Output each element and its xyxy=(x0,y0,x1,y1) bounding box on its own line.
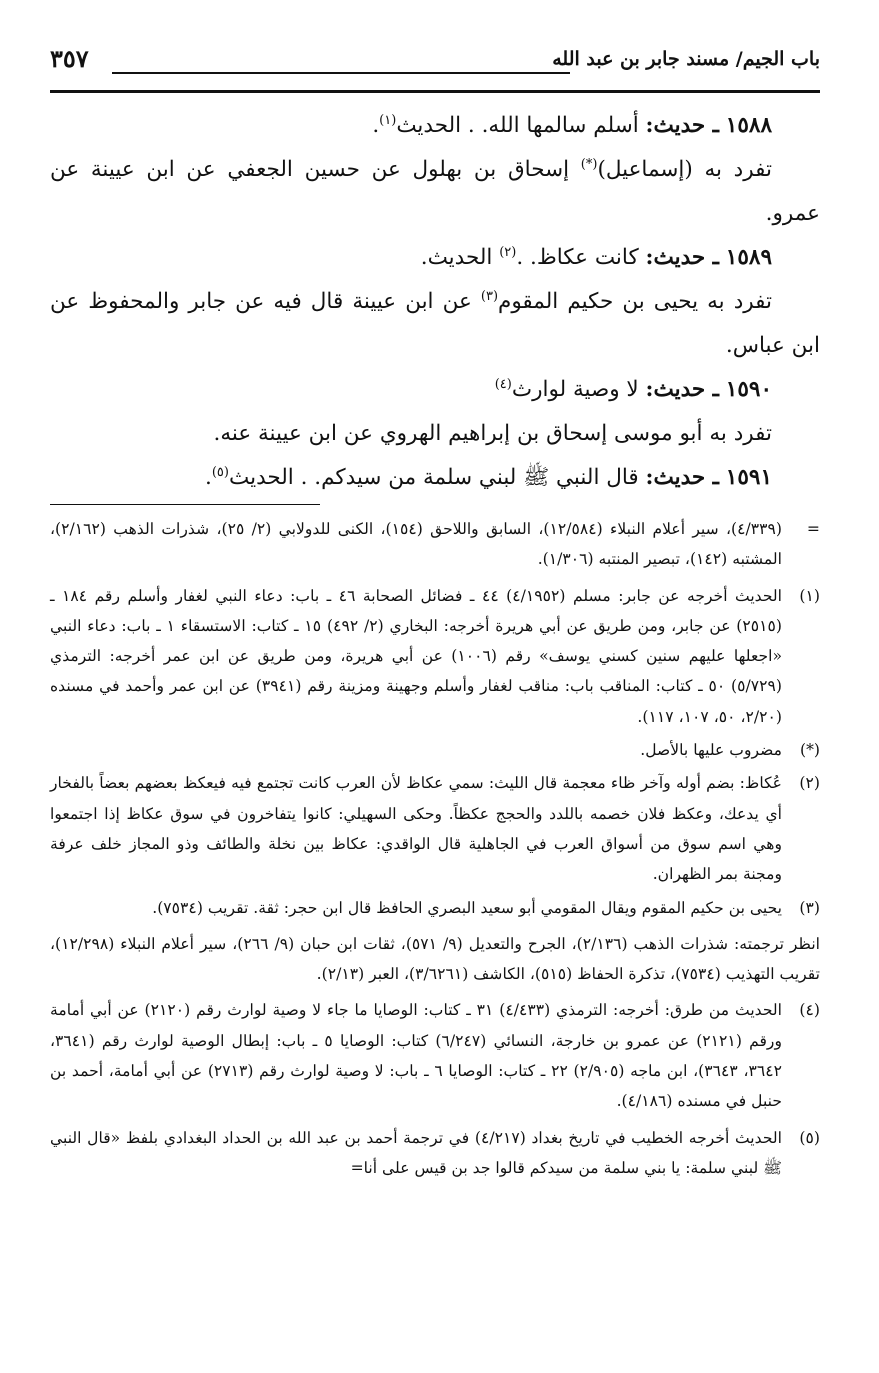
hadith-1590 xyxy=(50,368,820,412)
note-1590 xyxy=(50,412,820,456)
footnote-mark: (٣) xyxy=(799,898,820,917)
note-1588 xyxy=(50,148,820,236)
hadith-text: لا وصية لوارث xyxy=(511,377,639,402)
footnote-3-continued xyxy=(50,929,820,990)
footnote-text: مضروب عليها بالأصل. xyxy=(640,741,782,760)
hadith-keyword: ـ حديث: xyxy=(645,113,719,138)
footnote-ref: (٢) xyxy=(499,244,517,260)
page-number: ٣٥٧ xyxy=(50,44,89,73)
note-text: عن ابن عيينة قال فيه عن جابر والمحفوظ عن ابن عباس. xyxy=(50,289,820,358)
hadith-1588 xyxy=(50,104,820,148)
footnote-mark: (٤) xyxy=(799,1001,820,1020)
hadith-keyword: ـ حديث: xyxy=(645,465,719,490)
footnote-text: الحديث أخرجه الخطيب في تاريخ بغداد (٤/٢١٧) في ترجمة أحمد بن عبد الله بن الحداد البغدادي بلفظ «قال النبي ﷺ لبني سلمة: يا بني سلمة من سيدكم قالوا جد بن قيس على أنا= xyxy=(50,1128,782,1177)
hadith-number: ١٥٨٩ xyxy=(725,245,772,270)
footnote-ref: (*) xyxy=(580,156,598,172)
footnote-ref: (٤) xyxy=(494,376,512,392)
hadith-text: كانت عكاظ. . xyxy=(516,245,639,270)
footnote-5 xyxy=(50,1123,820,1184)
hadith-number: ١٥٩١ xyxy=(725,465,772,490)
hadith-1589 xyxy=(50,236,820,280)
footnote-ref: (٥) xyxy=(211,464,229,480)
hadith-end: الحديث. xyxy=(420,245,493,270)
hadith-end: . xyxy=(205,465,212,490)
footnotes xyxy=(50,514,820,1186)
note-text: تفرد به يحيى بن حكيم المقوم xyxy=(498,289,772,314)
footnote-mark: (*) xyxy=(800,741,820,760)
footnote-ref: (١) xyxy=(379,112,397,128)
footnote-2 xyxy=(50,768,820,889)
hadith-keyword: ـ حديث: xyxy=(645,377,719,402)
footnote-star xyxy=(50,735,820,765)
note-1589 xyxy=(50,280,820,368)
footnote-separator xyxy=(50,504,320,505)
main-text xyxy=(50,104,820,500)
footnote-text: (٤/٣٣٩)، سير أعلام النبلاء (١٢/٥٨٤)، السابق واللاحق (١٥٤)، الكنى للدولابي (٢/ ٢٥)، شذرات الذهب (٢/١٦٢)، المشتبه (١٤٢)، تبصير المنتبه (١/٣٠٦). xyxy=(50,520,782,569)
footnote-text: الحديث أخرجه عن جابر: مسلم (٤/١٩٥٢) ٤٤ ـ فضائل الصحابة ٤٦ ـ باب: دعاء النبي لغفار وأسلم رقم ١٨٤ ـ (٢٥١٥) عن جابر، ومن طريق عن أبي هريرة أخرجه: البخاري (٢/ ٤٩٢) ١٥ ـ كتاب: الاستسقاء ١ ـ باب: دعاء النبي «اجعلها عليهم سنين كسني يوسف» رقم (١٠٠٦) عن أبي هريرة، ومن طريق عن ابن عمر أخرجه: الترمذي (٥/٧٢٩) ٥٠ ـ كتاب: المناقب باب: مناقب لغفار وأسلم وجهينة ومزينة رقم (٣٩٤١) عن ابن عمر وأحمد في مسنده (٢/٢٠، ٥٠، ١٠٧، ١١٧). xyxy=(50,586,782,726)
footnote-mark: (٥) xyxy=(799,1128,820,1147)
footnote-4 xyxy=(50,995,820,1116)
footnote-mark: (١) xyxy=(799,586,820,605)
footnote-ref: (٣) xyxy=(480,288,499,304)
footnote-text: عُكاظ: بضم أوله وآخر ظاء معجمة قال الليث: سمي عكاظ لأن العرب كانت تجتمع فيه فيعكظ بعضهم بعضاً بالفخار أي يدعك، وعكظ فلان خصمه باللدد والحجج عكظاً. وحكى السهيلي: كانوا يتفاخرون في سوق عكاظ إذا اجتمعوا وهي اسم سوق من أسواق العرب في الجاهلية قال الواقدي: عكاظ بين نخلة والطائف وذو المجاز خلف عرفة ومجنة بمر الظهران. xyxy=(50,774,782,884)
footnote-continuation xyxy=(50,514,820,575)
running-header xyxy=(50,38,820,88)
note-text: تفرد به (إسماعيل) xyxy=(597,157,772,182)
footnote-1 xyxy=(50,581,820,732)
footnote-mark: = xyxy=(806,520,820,538)
hadith-text: أسلم سالمها الله. . الحديث xyxy=(396,113,639,138)
hadith-number: ١٥٨٨ xyxy=(725,113,772,138)
hadith-keyword: ـ حديث: xyxy=(645,245,719,270)
running-header-title: باب الجيم/ مسند جابر بن عبد الله xyxy=(552,48,820,70)
header-rule xyxy=(50,90,820,93)
note-text: تفرد به أبو موسى إسحاق بن إبراهيم الهروي عن ابن عيينة عنه. xyxy=(213,421,772,446)
hadith-end: . xyxy=(372,113,380,138)
footnote-text: الحديث من طرق: أخرجه: الترمذي (٤/٤٣٣) ٣١ ـ كتاب: الوصايا ما جاء لا وصية لوارث رقم (٢١٢٠) عن أبي أمامة ورقم (٢١٢١) عن عمرو بن خارجة، النسائي (٦/٢٤٧) كتاب: الوصايا ٥ ـ باب: إبطال الوصية لوارث رقم (٣٦٤١، ٣٦٤٢، ٣٦٤٣)، ابن ماجه (٢/٩٠٥) ٢٢ ـ كتاب: الوصايا ٦ ـ باب: لا وصية لوارث رقم (٢٧١٣) عن أبي أمامة، أحمد بن حنبل في مسنده (٤/١٨٦). xyxy=(50,1001,783,1111)
footnote-mark: (٢) xyxy=(799,774,820,793)
footnote-3 xyxy=(50,893,820,923)
footnote-text: انظر ترجمته: شذرات الذهب (٢/١٣٦)، الجرح والتعديل (٩/ ٥٧١)، ثقات ابن حبان (٩/ ٢٦٦)، سير أعلام النبلاء (١٢/٢٩٨)، تقريب التهذيب (٧٥٣٤)، تذكرة الحفاظ (٥١٥)، الكاشف (٣/٦٢٦١)، العبر (٢/١٣). xyxy=(50,934,820,984)
book-page xyxy=(50,38,820,1358)
hadith-1591 xyxy=(50,456,820,500)
note-text: إسحاق بن بهلول عن حسين الجعفي عن ابن عيينة عن عمرو. xyxy=(50,157,820,226)
header-leader-line xyxy=(112,72,570,74)
footnote-text: يحيى بن حكيم المقوم ويقال المقومي أبو سعيد البصري الحافظ قال ابن حجر: ثقة. تقريب (٧٥٣٤). xyxy=(152,898,782,917)
hadith-text: قال النبي ﷺ لبني سلمة من سيدكم. . الحديث xyxy=(228,465,639,490)
hadith-number: ١٥٩٠ xyxy=(725,377,772,402)
